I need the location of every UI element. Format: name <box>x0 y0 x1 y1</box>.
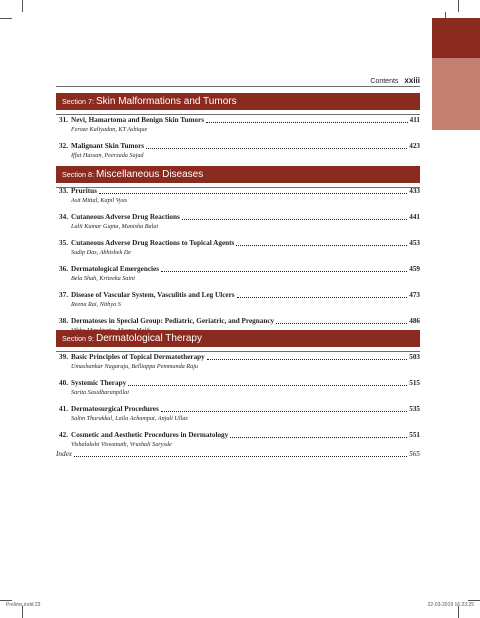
chapter-authors: Vishalakshi Viswanath, Vrushali Surysde <box>71 441 172 448</box>
chapter-title: Nevi, Hamartoma and Benign Skin Tumors <box>71 116 204 124</box>
chapter-title: Dermatological Emergencies <box>71 265 160 273</box>
chapter-number: 35. <box>59 239 68 247</box>
dot-leader <box>207 359 407 360</box>
section-number: Section 9: <box>62 334 96 343</box>
chapter-authors: Sarita Sasidharanpillai <box>71 389 129 396</box>
chapter-title: Systemic Therapy <box>71 379 127 387</box>
page-number: 503 <box>409 353 420 361</box>
crop-mark <box>0 18 12 19</box>
section-heading <box>56 166 420 183</box>
section-heading <box>56 330 420 347</box>
dot-leader <box>206 122 408 123</box>
thumb-tab-dark <box>432 18 480 58</box>
page-number: 459 <box>409 265 420 273</box>
section-title: Dermatological Therapy <box>95 333 202 344</box>
dot-leader <box>236 245 407 246</box>
section-number: Section 8: <box>62 170 96 179</box>
section-rule <box>56 351 420 352</box>
dot-leader <box>237 297 408 298</box>
toc-entry[interactable] <box>56 142 420 168</box>
crop-mark <box>458 0 459 12</box>
toc-entry[interactable] <box>56 265 420 291</box>
section-7-entries <box>56 116 420 168</box>
chapter-number: 37. <box>59 291 68 299</box>
toc-entry[interactable] <box>56 239 420 265</box>
section-number: Section 7: <box>62 97 96 106</box>
page-number: 433 <box>409 187 420 195</box>
section-8-entries <box>56 187 420 343</box>
index-page: 565 <box>409 450 420 458</box>
chapter-title: Cutaneous Adverse Drug Reactions <box>71 213 180 221</box>
dot-leader <box>99 193 407 194</box>
index-label: Index <box>56 450 72 458</box>
running-head <box>56 76 420 85</box>
page-number: 423 <box>409 142 420 150</box>
crop-mark <box>0 600 12 601</box>
dot-leader <box>161 271 407 272</box>
section-title: Skin Malformations and Tumors <box>95 96 237 107</box>
page-number: 486 <box>409 317 420 325</box>
chapter-authors: Salim Thurakkal, Laila Achampat, Anjali Ullas <box>71 415 188 422</box>
page-number: 515 <box>409 379 420 387</box>
dot-leader <box>182 219 407 220</box>
dot-leader <box>146 148 407 149</box>
chapter-title: Cutaneous Adverse Drug Reactions to Topical Agents <box>71 239 235 247</box>
chapter-title: Disease of Vascular System, Vasculitis and Leg Ulcers <box>71 291 235 299</box>
chapter-authors: Reena Rai, Nithya S <box>71 301 121 308</box>
dot-leader <box>276 323 407 324</box>
slug-filename: Prelims.indd 23 <box>6 602 41 608</box>
page-number: 473 <box>409 291 420 299</box>
toc-entry[interactable] <box>56 187 420 213</box>
chapter-number: 40. <box>59 379 68 387</box>
dot-leader <box>128 385 407 386</box>
dot-leader <box>161 411 407 412</box>
page-number: 441 <box>409 213 420 221</box>
toc-entry[interactable] <box>56 116 420 142</box>
thumb-tab-light <box>432 58 480 130</box>
crop-mark <box>22 0 23 12</box>
running-head-page: xxiii <box>404 76 420 85</box>
dot-leader <box>74 456 407 457</box>
chapter-number: 42. <box>59 431 68 439</box>
section-8 <box>56 166 420 188</box>
chapter-authors: Bela Shah, Kriteeka Saini <box>71 275 135 282</box>
chapter-authors: Feroze Kaliyadan, KT Ashique <box>71 126 148 133</box>
chapter-number: 39. <box>59 353 68 361</box>
chapter-authors: Asit Mittal, Kapil Vyas <box>71 197 128 204</box>
chapter-authors: Lalit Kumar Gupta, Manisha Balai <box>71 223 159 230</box>
slug-timestamp: 22-03-2019 16:23:25 <box>427 602 474 608</box>
chapter-authors: Sudip Das, Abhishek De <box>71 249 132 256</box>
toc-entry[interactable] <box>56 291 420 317</box>
section-9 <box>56 330 420 352</box>
chapter-number: 34. <box>59 213 68 221</box>
running-head-label: Contents <box>370 78 399 85</box>
chapter-number: 36. <box>59 265 68 273</box>
chapter-number: 38. <box>59 317 68 325</box>
page-number: 551 <box>409 431 420 439</box>
chapter-title: Dermatosurgical Procedures <box>71 405 159 413</box>
chapter-title: Cosmetic and Aesthetic Procedures in Dermatology <box>71 431 229 439</box>
toc-entry[interactable] <box>56 353 420 379</box>
chapter-number: 33. <box>59 187 68 195</box>
crop-mark <box>468 600 480 601</box>
chapter-title: Dermatoses in Special Group: Pediatric, Geriatric, and Pregnancy <box>71 317 275 325</box>
chapter-title: Pruritus <box>71 187 97 195</box>
section-rule <box>56 114 420 115</box>
chapter-title: Malignant Skin Tumors <box>71 142 145 150</box>
toc-entry-index[interactable] <box>56 450 420 459</box>
toc-entry[interactable] <box>56 379 420 405</box>
toc-entry[interactable] <box>56 213 420 239</box>
chapter-authors: Umashankar Nagaraju, Belliappa Pemmanda Raju <box>71 363 199 370</box>
chapter-number: 41. <box>59 405 68 413</box>
section-9-entries <box>56 353 420 457</box>
section-7 <box>56 93 420 115</box>
page-number: 411 <box>409 116 420 124</box>
section-heading <box>56 93 420 110</box>
chapter-number: 32. <box>59 142 68 150</box>
page-number: 535 <box>409 405 420 413</box>
section-title: Miscellaneous Diseases <box>95 169 204 180</box>
header-rule <box>56 86 420 87</box>
chapter-number: 31. <box>59 116 68 124</box>
dot-leader <box>230 437 407 438</box>
page-number: 453 <box>409 239 420 247</box>
chapter-authors: Iffat Hassan, Peerzada Sajad <box>71 152 144 159</box>
toc-entry[interactable] <box>56 405 420 431</box>
chapter-title: Basic Principles of Topical Dermatotherapy <box>71 353 205 361</box>
